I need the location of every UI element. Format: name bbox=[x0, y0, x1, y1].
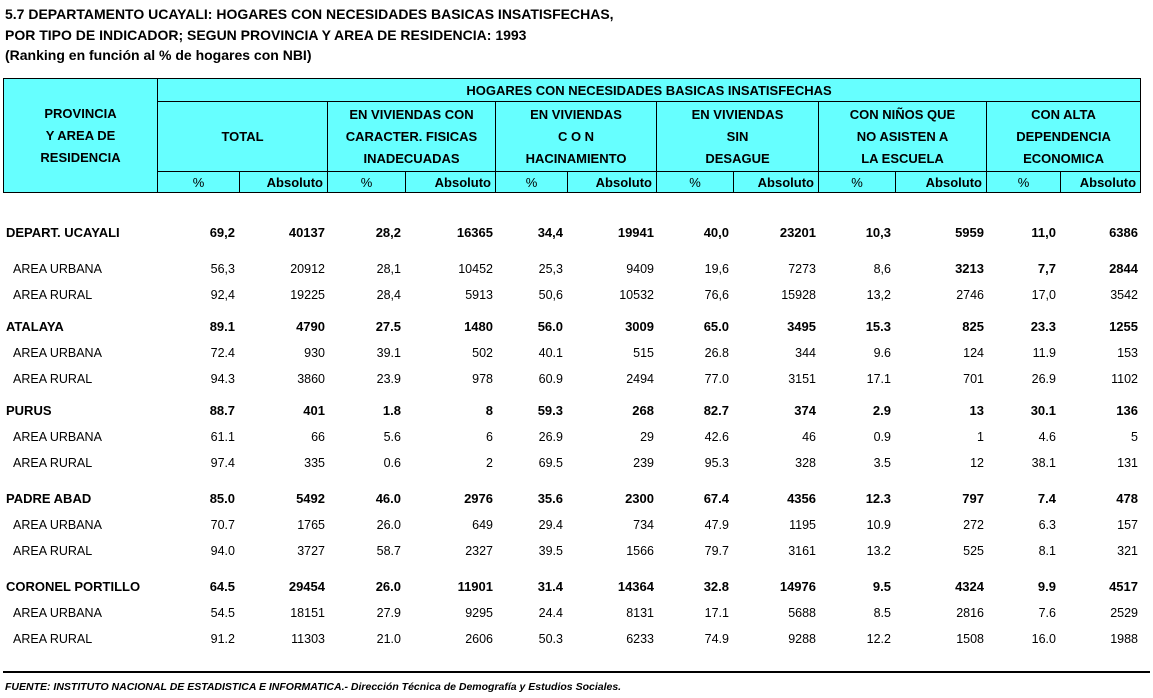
stub-header-line: PROVINCIA bbox=[44, 105, 117, 121]
absolute-cell: 1255 bbox=[1109, 319, 1138, 334]
absolute-cell: 272 bbox=[963, 518, 984, 532]
absolute-cell: 19941 bbox=[617, 225, 654, 240]
absolute-cell: 15928 bbox=[781, 288, 816, 302]
percent-cell: 31.4 bbox=[537, 579, 563, 594]
absolute-cell: 2300 bbox=[625, 491, 654, 506]
indicator-header-line: DESAGUE bbox=[705, 150, 770, 166]
absolute-cell: 2816 bbox=[956, 606, 984, 620]
title-line-3: (Ranking en función al % de hogares con NBI) bbox=[5, 47, 312, 63]
percent-cell: 40,0 bbox=[703, 225, 729, 240]
absolute-cell: 29 bbox=[640, 430, 654, 444]
absolute-cell: 825 bbox=[962, 319, 984, 334]
absolute-cell: 5959 bbox=[955, 225, 984, 240]
area-row bbox=[3, 536, 1140, 562]
percent-cell: 50.3 bbox=[538, 632, 563, 646]
absolute-cell: 40137 bbox=[288, 225, 325, 240]
percent-header: % bbox=[819, 172, 896, 193]
percent-cell: 94.3 bbox=[210, 372, 235, 386]
percent-cell: 42.6 bbox=[704, 430, 729, 444]
percent-cell: 58.7 bbox=[376, 544, 401, 558]
stub-header bbox=[4, 79, 158, 193]
absolute-cell: 7273 bbox=[788, 262, 816, 276]
percent-cell: 88.7 bbox=[209, 403, 235, 418]
area-row bbox=[3, 364, 1140, 390]
absolute-header: Absoluto bbox=[734, 172, 819, 193]
percent-cell: 32.8 bbox=[703, 579, 729, 594]
indicator-header-line: CON ALTA bbox=[1031, 106, 1096, 122]
absolute-cell: 18151 bbox=[290, 606, 325, 620]
absolute-cell: 5 bbox=[1131, 430, 1138, 444]
province-row bbox=[3, 194, 1140, 244]
percent-cell: 82.7 bbox=[703, 403, 729, 418]
area-row bbox=[3, 280, 1140, 306]
absolute-cell: 525 bbox=[963, 544, 984, 558]
row-label: DEPART. UCAYALI bbox=[6, 225, 120, 240]
percent-cell: 61.1 bbox=[210, 430, 235, 444]
percent-cell: 89.1 bbox=[209, 319, 235, 334]
percent-cell: 24.4 bbox=[538, 606, 563, 620]
percent-cell: 23.9 bbox=[376, 372, 401, 386]
absolute-cell: 5492 bbox=[296, 491, 325, 506]
percent-cell: 0.9 bbox=[873, 430, 891, 444]
percent-cell: 10.9 bbox=[866, 518, 891, 532]
absolute-header: Absoluto bbox=[1061, 172, 1141, 193]
area-row bbox=[3, 598, 1140, 624]
percent-cell: 26.0 bbox=[376, 518, 401, 532]
indicator-header bbox=[987, 102, 1141, 172]
row-label: AREA URBANA bbox=[13, 430, 102, 444]
row-label: AREA RURAL bbox=[13, 544, 93, 558]
percent-cell: 21.0 bbox=[376, 632, 401, 646]
percent-cell: 23.3 bbox=[1030, 319, 1056, 334]
percent-cell: 28,4 bbox=[376, 288, 401, 302]
percent-cell: 26.9 bbox=[538, 430, 563, 444]
province-row bbox=[3, 306, 1140, 338]
absolute-cell: 3213 bbox=[955, 261, 984, 276]
table-header bbox=[3, 78, 1141, 193]
percent-cell: 64.5 bbox=[209, 579, 235, 594]
absolute-cell: 29454 bbox=[288, 579, 325, 594]
absolute-cell: 2844 bbox=[1109, 261, 1138, 276]
province-row bbox=[3, 562, 1140, 598]
percent-cell: 28,1 bbox=[376, 262, 401, 276]
indicator-header-line: DEPENDENCIA bbox=[1016, 128, 1111, 144]
percent-cell: 25,3 bbox=[538, 262, 563, 276]
percent-cell: 12.3 bbox=[865, 491, 891, 506]
absolute-cell: 2327 bbox=[465, 544, 493, 558]
absolute-cell: 5913 bbox=[465, 288, 493, 302]
absolute-cell: 10452 bbox=[458, 262, 493, 276]
percent-cell: 26.8 bbox=[704, 346, 729, 360]
percent-cell: 39.1 bbox=[376, 346, 401, 360]
absolute-cell: 157 bbox=[1117, 518, 1138, 532]
percent-cell: 69.5 bbox=[538, 456, 563, 470]
percent-cell: 29.4 bbox=[538, 518, 563, 532]
indicator-header-line: C O N bbox=[557, 128, 595, 144]
absolute-cell: 11901 bbox=[457, 579, 493, 594]
absolute-cell: 3495 bbox=[787, 319, 816, 334]
indicator-header-line: SIN bbox=[726, 128, 749, 144]
percent-header: % bbox=[328, 172, 406, 193]
percent-cell: 4.6 bbox=[1038, 430, 1056, 444]
absolute-cell: 502 bbox=[472, 346, 493, 360]
percent-cell: 39.5 bbox=[538, 544, 563, 558]
absolute-cell: 14976 bbox=[779, 579, 816, 594]
stub-header-line: RESIDENCIA bbox=[40, 149, 121, 165]
percent-cell: 30.1 bbox=[1030, 403, 1056, 418]
absolute-cell: 3161 bbox=[788, 544, 816, 558]
absolute-cell: 1195 bbox=[789, 518, 816, 532]
percent-cell: 16.0 bbox=[1031, 632, 1056, 646]
percent-cell: 13,2 bbox=[866, 288, 891, 302]
percent-cell: 13.2 bbox=[866, 544, 891, 558]
row-label: ATALAYA bbox=[6, 319, 64, 334]
indicator-header-line: EN VIVIENDAS bbox=[691, 106, 784, 122]
report-title bbox=[5, 4, 614, 66]
absolute-cell: 131 bbox=[1117, 456, 1138, 470]
indicator-header-line: CON NIÑOS QUE bbox=[849, 106, 956, 122]
absolute-cell: 4790 bbox=[296, 319, 325, 334]
indicator-header-line: TOTAL bbox=[221, 128, 264, 144]
absolute-cell: 3542 bbox=[1110, 288, 1138, 302]
row-label: AREA URBANA bbox=[13, 518, 102, 532]
percent-cell: 38.1 bbox=[1031, 456, 1056, 470]
row-label: AREA RURAL bbox=[13, 372, 93, 386]
absolute-cell: 478 bbox=[1116, 491, 1138, 506]
indicator-header-line: HACINAMIENTO bbox=[525, 150, 627, 166]
absolute-cell: 23201 bbox=[779, 225, 816, 240]
row-label: AREA RURAL bbox=[13, 288, 93, 302]
absolute-cell: 136 bbox=[1116, 403, 1138, 418]
percent-cell: 35.6 bbox=[537, 491, 563, 506]
absolute-cell: 1566 bbox=[626, 544, 654, 558]
bottom-rule bbox=[3, 671, 1150, 673]
percent-cell: 95.3 bbox=[704, 456, 729, 470]
percent-cell: 11,0 bbox=[1031, 225, 1056, 240]
absolute-cell: 3727 bbox=[297, 544, 325, 558]
absolute-cell: 335 bbox=[304, 456, 325, 470]
percent-cell: 10,3 bbox=[865, 225, 891, 240]
percent-cell: 1.8 bbox=[382, 403, 401, 418]
percent-cell: 9.6 bbox=[873, 346, 891, 360]
absolute-cell: 797 bbox=[962, 491, 984, 506]
absolute-cell: 5688 bbox=[788, 606, 816, 620]
absolute-cell: 344 bbox=[795, 346, 816, 360]
indicator-header-line: EN VIVIENDAS bbox=[530, 106, 622, 122]
percent-cell: 12.2 bbox=[866, 632, 891, 646]
absolute-cell: 3151 bbox=[788, 372, 816, 386]
absolute-cell: 8131 bbox=[626, 606, 654, 620]
absolute-cell: 12 bbox=[970, 456, 984, 470]
absolute-cell: 13 bbox=[969, 403, 984, 418]
percent-cell: 9.9 bbox=[1037, 579, 1056, 594]
percent-cell: 7.6 bbox=[1038, 606, 1056, 620]
indicator-header-line: EN VIVIENDAS CON bbox=[349, 106, 474, 122]
percent-cell: 17,0 bbox=[1031, 288, 1056, 302]
percent-cell: 77.0 bbox=[704, 372, 729, 386]
percent-cell: 67.4 bbox=[703, 491, 729, 506]
percent-cell: 9.5 bbox=[872, 579, 891, 594]
absolute-cell: 9295 bbox=[465, 606, 493, 620]
absolute-cell: 268 bbox=[632, 403, 654, 418]
percent-cell: 91.2 bbox=[210, 632, 235, 646]
percent-cell: 47.9 bbox=[704, 518, 729, 532]
absolute-cell: 239 bbox=[633, 456, 654, 470]
absolute-cell: 328 bbox=[795, 456, 816, 470]
absolute-cell: 19225 bbox=[290, 288, 325, 302]
percent-cell: 85.0 bbox=[209, 491, 235, 506]
absolute-cell: 1102 bbox=[1111, 372, 1138, 386]
absolute-cell: 11303 bbox=[291, 632, 325, 646]
title-line-2: POR TIPO DE INDICADOR; SEGUN PROVINCIA Y AREA DE RESIDENCIA: 1993 bbox=[5, 26, 527, 43]
indicator-header-line: LA ESCUELA bbox=[861, 150, 944, 166]
percent-cell: 15.3 bbox=[865, 319, 891, 334]
absolute-cell: 3860 bbox=[297, 372, 325, 386]
percent-cell: 8.5 bbox=[873, 606, 891, 620]
percent-cell: 5.6 bbox=[383, 430, 401, 444]
percent-cell: 56,3 bbox=[210, 262, 235, 276]
absolute-cell: 649 bbox=[472, 518, 493, 532]
percent-cell: 17.1 bbox=[704, 606, 729, 620]
percent-cell: 19,6 bbox=[704, 262, 729, 276]
percent-cell: 72.4 bbox=[210, 346, 235, 360]
percent-cell: 40.1 bbox=[538, 346, 563, 360]
absolute-cell: 14364 bbox=[617, 579, 654, 594]
percent-cell: 6.3 bbox=[1038, 518, 1056, 532]
absolute-cell: 1988 bbox=[1110, 632, 1138, 646]
absolute-cell: 2746 bbox=[956, 288, 984, 302]
percent-cell: 76,6 bbox=[704, 288, 729, 302]
absolute-cell: 10532 bbox=[619, 288, 654, 302]
absolute-cell: 734 bbox=[633, 518, 654, 532]
absolute-cell: 6386 bbox=[1109, 225, 1138, 240]
indicator-header bbox=[657, 102, 819, 172]
percent-cell: 11.9 bbox=[1032, 346, 1056, 360]
percent-cell: 0.6 bbox=[383, 456, 401, 470]
absolute-cell: 8 bbox=[485, 403, 493, 418]
percent-cell: 54.5 bbox=[210, 606, 235, 620]
absolute-cell: 6 bbox=[486, 430, 493, 444]
area-row bbox=[3, 422, 1140, 448]
percent-cell: 69,2 bbox=[209, 225, 235, 240]
percent-cell: 7,7 bbox=[1037, 261, 1056, 276]
absolute-cell: 374 bbox=[794, 403, 816, 418]
percent-cell: 27.5 bbox=[375, 319, 401, 334]
percent-cell: 7.4 bbox=[1037, 491, 1056, 506]
percent-cell: 26.0 bbox=[375, 579, 401, 594]
absolute-cell: 6233 bbox=[626, 632, 654, 646]
percent-header: % bbox=[158, 172, 240, 193]
absolute-header: Absoluto bbox=[568, 172, 657, 193]
absolute-cell: 2976 bbox=[464, 491, 493, 506]
absolute-cell: 16365 bbox=[456, 225, 493, 240]
percent-cell: 92,4 bbox=[210, 288, 235, 302]
percent-cell: 27.9 bbox=[376, 606, 401, 620]
percent-cell: 17.1 bbox=[866, 372, 891, 386]
indicator-header-line: NO ASISTEN A bbox=[856, 128, 949, 144]
area-row bbox=[3, 624, 1140, 650]
row-label: AREA RURAL bbox=[13, 632, 93, 646]
absolute-cell: 701 bbox=[963, 372, 984, 386]
row-label: AREA RURAL bbox=[13, 456, 93, 470]
absolute-cell: 66 bbox=[311, 430, 325, 444]
data-table bbox=[3, 194, 1140, 650]
row-label: PURUS bbox=[6, 403, 52, 418]
absolute-cell: 2 bbox=[486, 456, 493, 470]
percent-cell: 3.5 bbox=[873, 456, 891, 470]
percent-cell: 28,2 bbox=[375, 225, 401, 240]
row-label: AREA URBANA bbox=[13, 262, 102, 276]
absolute-header: Absoluto bbox=[406, 172, 496, 193]
absolute-cell: 4324 bbox=[955, 579, 984, 594]
absolute-cell: 2494 bbox=[626, 372, 654, 386]
absolute-cell: 46 bbox=[802, 430, 816, 444]
row-label: AREA URBANA bbox=[13, 346, 102, 360]
absolute-cell: 2606 bbox=[465, 632, 493, 646]
percent-cell: 74.9 bbox=[704, 632, 729, 646]
percent-cell: 70.7 bbox=[210, 518, 235, 532]
percent-cell: 97.4 bbox=[210, 456, 235, 470]
absolute-header: Absoluto bbox=[896, 172, 987, 193]
absolute-cell: 9409 bbox=[626, 262, 654, 276]
percent-cell: 79.7 bbox=[704, 544, 729, 558]
percent-cell: 26.9 bbox=[1031, 372, 1056, 386]
stub-header-line: Y AREA DE bbox=[45, 127, 116, 143]
percent-header: % bbox=[657, 172, 734, 193]
absolute-cell: 2529 bbox=[1110, 606, 1138, 620]
absolute-cell: 4356 bbox=[787, 491, 816, 506]
percent-header: % bbox=[987, 172, 1061, 193]
absolute-cell: 153 bbox=[1117, 346, 1138, 360]
absolute-cell: 124 bbox=[963, 346, 984, 360]
area-row bbox=[3, 448, 1140, 474]
percent-cell: 50,6 bbox=[538, 288, 563, 302]
indicator-header-line: ECONOMICA bbox=[1023, 150, 1104, 166]
percent-cell: 34,4 bbox=[537, 225, 563, 240]
province-row bbox=[3, 474, 1140, 510]
row-label: AREA URBANA bbox=[13, 606, 102, 620]
absolute-cell: 3009 bbox=[625, 319, 654, 334]
indicator-header bbox=[819, 102, 987, 172]
percent-cell: 8.1 bbox=[1038, 544, 1056, 558]
absolute-cell: 321 bbox=[1117, 544, 1138, 558]
group-header: HOGARES CON NECESIDADES BASICAS INSATISFECHAS bbox=[158, 79, 1141, 102]
absolute-cell: 1 bbox=[977, 430, 984, 444]
indicator-header-line: INADECUADAS bbox=[363, 150, 460, 166]
absolute-cell: 20912 bbox=[290, 262, 325, 276]
percent-header: % bbox=[496, 172, 568, 193]
row-label: PADRE ABAD bbox=[6, 491, 92, 506]
percent-cell: 8,6 bbox=[873, 262, 891, 276]
row-label: CORONEL PORTILLO bbox=[6, 579, 141, 594]
absolute-cell: 4517 bbox=[1109, 579, 1138, 594]
title-line-1: 5.7 DEPARTAMENTO UCAYALI: HOGARES CON NECESIDADES BASICAS INSATISFECHAS, bbox=[5, 6, 614, 22]
absolute-cell: 9288 bbox=[788, 632, 816, 646]
percent-cell: 56.0 bbox=[537, 319, 563, 334]
absolute-cell: 1480 bbox=[464, 319, 493, 334]
percent-cell: 59.3 bbox=[537, 403, 563, 418]
area-row bbox=[3, 244, 1140, 280]
percent-cell: 65.0 bbox=[703, 319, 729, 334]
area-row bbox=[3, 510, 1140, 536]
absolute-cell: 401 bbox=[303, 403, 325, 418]
percent-cell: 94.0 bbox=[210, 544, 235, 558]
absolute-cell: 515 bbox=[633, 346, 654, 360]
absolute-header: Absoluto bbox=[240, 172, 328, 193]
absolute-cell: 1508 bbox=[956, 632, 984, 646]
indicator-header bbox=[328, 102, 496, 172]
percent-cell: 46.0 bbox=[375, 491, 401, 506]
indicator-header bbox=[158, 102, 328, 172]
province-row bbox=[3, 390, 1140, 422]
percent-cell: 60.9 bbox=[538, 372, 563, 386]
absolute-cell: 930 bbox=[304, 346, 325, 360]
source-footnote: FUENTE: INSTITUTO NACIONAL DE ESTADISTICA E INFORMATICA.- Dirección Técnica de Demografía y Estudios Sociales. bbox=[5, 681, 622, 693]
indicator-header-line: CARACTER. FISICAS bbox=[345, 128, 478, 144]
absolute-cell: 978 bbox=[472, 372, 493, 386]
area-row bbox=[3, 338, 1140, 364]
absolute-cell: 1765 bbox=[297, 518, 325, 532]
percent-cell: 2.9 bbox=[872, 403, 891, 418]
indicator-header bbox=[496, 102, 657, 172]
